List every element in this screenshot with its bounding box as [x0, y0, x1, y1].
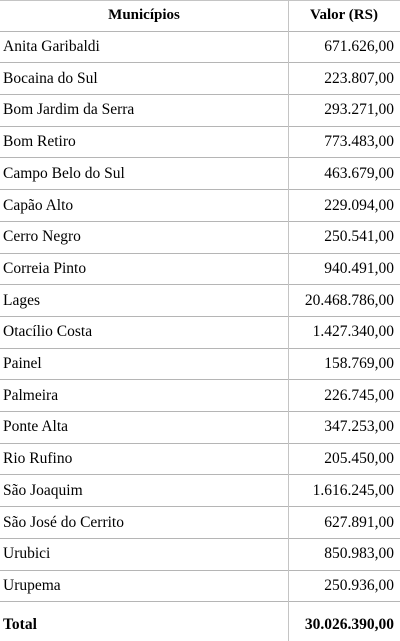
value-cell: 463.679,00 [324, 164, 394, 182]
value-cell: 250.541,00 [324, 228, 394, 246]
value-cell: 773.483,00 [324, 133, 394, 151]
value-cell: 850.983,00 [324, 545, 394, 563]
table-row [0, 190, 400, 222]
header-value: Valor (RS) [310, 6, 378, 23]
table-header-row [0, 0, 400, 32]
municipality-cell: Ponte Alta [3, 418, 69, 436]
table-row [0, 159, 400, 191]
value-cell: 627.891,00 [324, 513, 394, 531]
municipality-cell: Painel [3, 355, 42, 373]
municipality-cell: Otacílio Costa [3, 323, 93, 341]
table-row [0, 507, 400, 539]
value-cell: 671.626,00 [324, 38, 394, 56]
municipality-cell: Bom Retiro [3, 133, 76, 151]
table-row [0, 222, 400, 254]
column-divider [288, 0, 289, 641]
total-value: 30.026.390,00 [304, 615, 394, 633]
table-row [0, 285, 400, 317]
table-total-row [0, 609, 400, 641]
value-cell: 293.271,00 [324, 101, 394, 119]
municipality-cell: São Joaquim [3, 481, 83, 499]
value-cell: 1.616.245,00 [312, 481, 394, 499]
value-cell: 1.427.340,00 [312, 323, 394, 341]
value-cell: 940.491,00 [324, 259, 394, 277]
table-row [0, 32, 400, 64]
table-row [0, 444, 400, 476]
table-row [0, 476, 400, 508]
municipality-cell: Cerro Negro [3, 228, 81, 246]
municipality-cell: Campo Belo do Sul [3, 164, 125, 182]
municipality-cell: Rio Rufino [3, 450, 73, 468]
municipality-cell: Bocaina do Sul [3, 69, 98, 87]
table-row [0, 539, 400, 571]
municipality-cell: Palmeira [3, 386, 59, 404]
municipality-cell: Bom Jardim da Serra [3, 101, 135, 119]
municipality-cell: Urubici [3, 545, 51, 563]
table-row [0, 571, 400, 603]
municipality-cell: Urupema [3, 576, 61, 594]
value-cell: 250.936,00 [324, 576, 394, 594]
total-label: Total [3, 615, 37, 633]
value-cell: 226.745,00 [324, 386, 394, 404]
table-row [0, 317, 400, 349]
table-row [0, 380, 400, 412]
value-cell: 20.468.786,00 [304, 291, 394, 309]
table-row [0, 412, 400, 444]
municipality-cell: Correia Pinto [3, 259, 87, 277]
municipality-cell: Anita Garibaldi [3, 38, 100, 56]
municipality-cell: São José do Cerrito [3, 513, 124, 531]
value-cell: 347.253,00 [324, 418, 394, 436]
table-row [0, 254, 400, 286]
table-row [0, 349, 400, 381]
value-cell: 223.807,00 [324, 69, 394, 87]
value-cell: 158.769,00 [324, 355, 394, 373]
table-row [0, 95, 400, 127]
value-cell: 205.450,00 [324, 450, 394, 468]
value-cell: 229.094,00 [324, 196, 394, 214]
header-municipality: Municípios [108, 6, 180, 23]
municipality-cell: Capão Alto [3, 196, 74, 214]
municipality-cell: Lages [3, 291, 41, 309]
table-row [0, 63, 400, 95]
table-row [0, 127, 400, 159]
